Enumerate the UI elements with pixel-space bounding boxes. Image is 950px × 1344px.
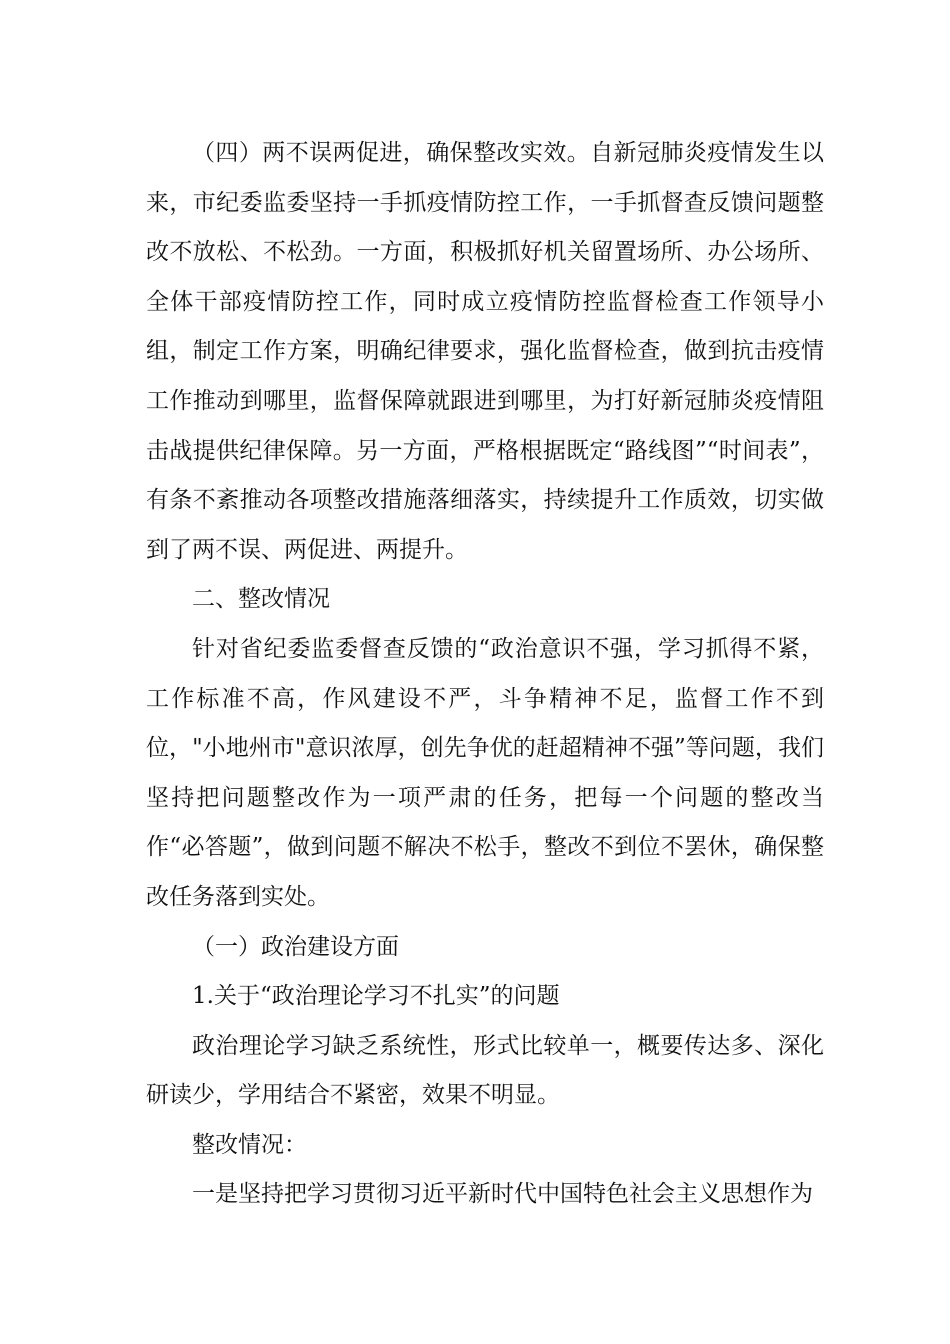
paragraph-measure-1: 一是坚持把学习贯彻习近平新时代中国特色社会主义思想作为 [192, 1181, 813, 1208]
paragraph-issue-1-description: 政治理论学习缺乏系统性，形式比较单一，概要传达多、深化研读少，学用结合不紧密，效果不明显。 [146, 1032, 824, 1109]
heading-political-construction: （一）政治建设方面 [192, 933, 399, 960]
label-rectification-status: 整改情况： [192, 1131, 307, 1158]
heading-issue-1: 1.关于“政治理论学习不扎实”的问题 [192, 983, 560, 1010]
heading-rectification-status: 二、整改情况 [192, 586, 330, 613]
paragraph-feedback-issues: 针对省纪委监委督查反馈的“政治意识不强，学习抓得不紧，工作标准不高，作风建设不严，斗争精神不足，监督工作不到位，"小地州市"意识浓厚，创先争优的赶超精神不强”等问题，我们坚持把问题整改作为一项严肃的任务，把每一个问题的整改当作“必答题”，做到问题不解决不松手，整改不到位不罢休，确保整改任务落到实处。 [146, 635, 824, 910]
paragraph-section-4: （四）两不误两促进，确保整改实效。自新冠肺炎疫情发生以来，市纪委监委坚持一手抓疫情防控工作，一手抓督查反馈问题整改不放松、不松劲。一方面，积极抓好机关留置场所、办公场所、全体干部疫情防控工作，同时成立疫情防控监督检查工作领导小组，制定工作方案，明确纪律要求，强化监督检查，做到抗击疫情工作推动到哪里，监督保障就跟进到哪里，为打好新冠肺炎疫情阻击战提供纪律保障。另一方面，严格根据既定“路线图”“时间表”，有条不紊推动各项整改措施落细落实，持续提升工作质效，切实做到了两不误、两促进、两提升。 [146, 140, 824, 563]
document-body [146, 129, 824, 1220]
